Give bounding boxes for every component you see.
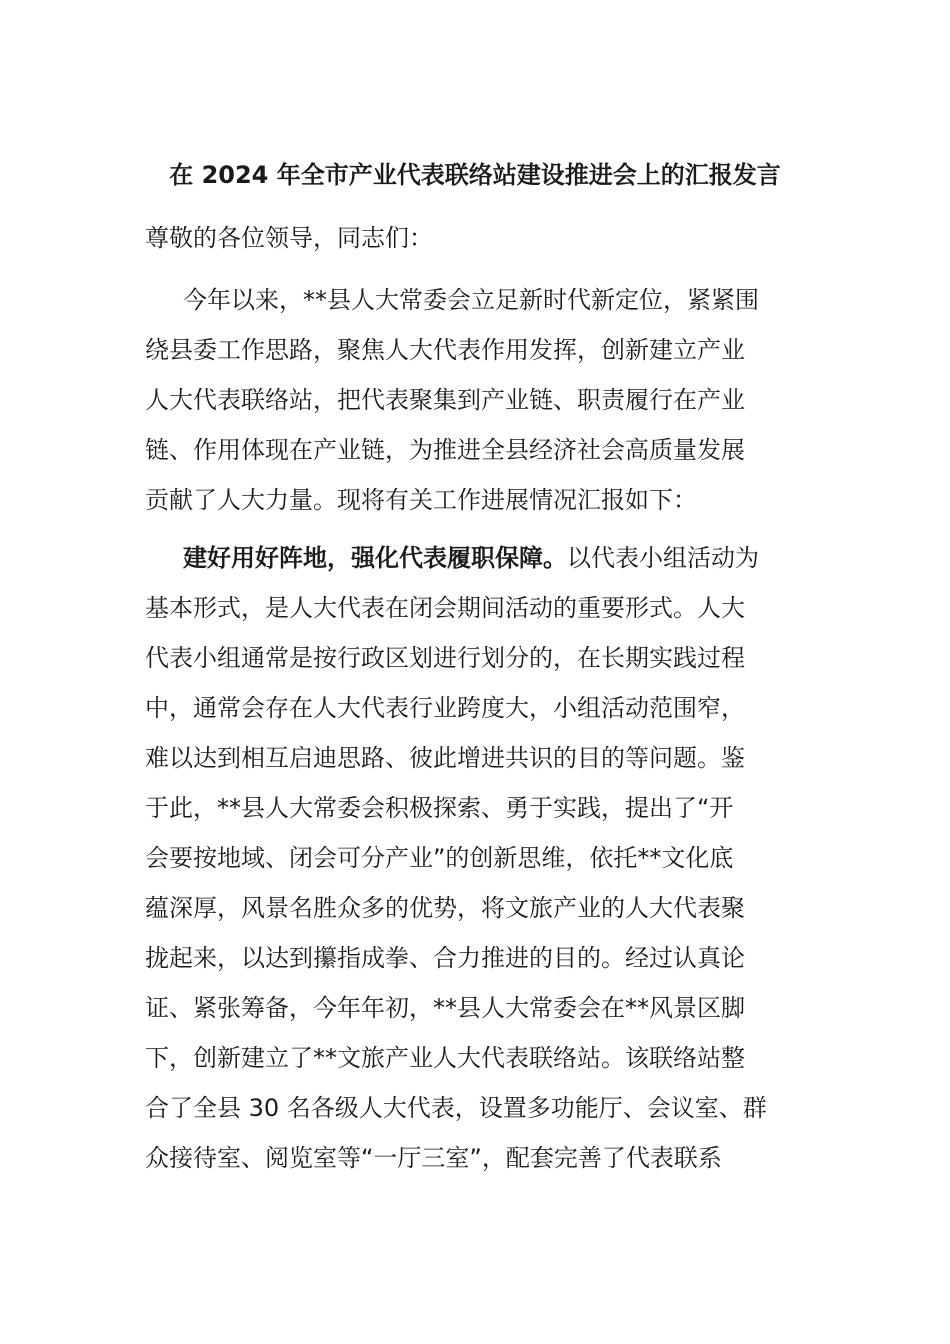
paragraph-line: 贡献了人大力量。现将有关工作进展情况汇报如下： [145,486,697,514]
paragraph-line: 众接待室、阅览室等“一厅三室”，配套完善了代表联系 [145,1144,722,1172]
paragraph-line: 今年以来，**县人大常委会立足新时代新定位，紧紧围 [183,286,759,314]
paragraph-line: 难以达到相互启迪思路、彼此增进共识的目的等问题。鉴 [145,744,745,772]
paragraph-line: 链、作用体现在产业链，为推进全县经济社会高质量发展 [145,436,745,464]
paragraph-line: 下，创新建立了**文旅产业人大代表联络站。该联络站整 [145,1044,745,1072]
paragraph-line: 拢起来，以达到攥指成拳、合力推进的目的。经过认真论 [145,944,745,972]
paragraph-line: 人大代表联络站，把代表聚集到产业链、职责履行在产业 [145,386,745,414]
paragraph-line: 基本形式，是人大代表在闭会期间活动的重要形式。人大 [145,594,745,622]
paragraph-intro [145,275,809,525]
salutation: 尊敬的各位领导，同志们： [145,224,433,252]
paragraph-line: 蕴深厚，风景名胜众多的优势，将文旅产业的人大代表聚 [145,894,745,922]
section-heading: 建好用好阵地，强化代表履职保障。 [183,544,567,572]
paragraph-line: 代表小组通常是按行政区划进行划分的，在长期实践过程 [145,644,745,672]
paragraph-line: 绕县委工作思路，聚焦人大代表作用发挥，创新建立产业 [145,336,745,364]
paragraph-line: 于此，**县人大常委会积极探索、勇于实践，提出了“开 [145,794,734,822]
paragraph-text: 以代表小组活动为 [567,544,759,572]
paragraph-line: 合了全县 30 名各级人大代表，设置多功能厅、会议室、群 [145,1094,767,1122]
paragraph-line: 中，通常会存在人大代表行业跨度大，小组活动范围窄， [145,694,745,722]
paragraph-section-1 [145,533,809,1183]
document-title: 在 2024 年全市产业代表联络站建设推进会上的汇报发言 [169,161,781,189]
paragraph-first-line [145,533,809,583]
paragraph-line: 证、紧张筹备，今年年初，**县人大常委会在**风景区脚 [145,994,745,1022]
paragraph-line: 会要按地域、闭会可分产业”的创新思维，依托**文化底 [145,844,734,872]
